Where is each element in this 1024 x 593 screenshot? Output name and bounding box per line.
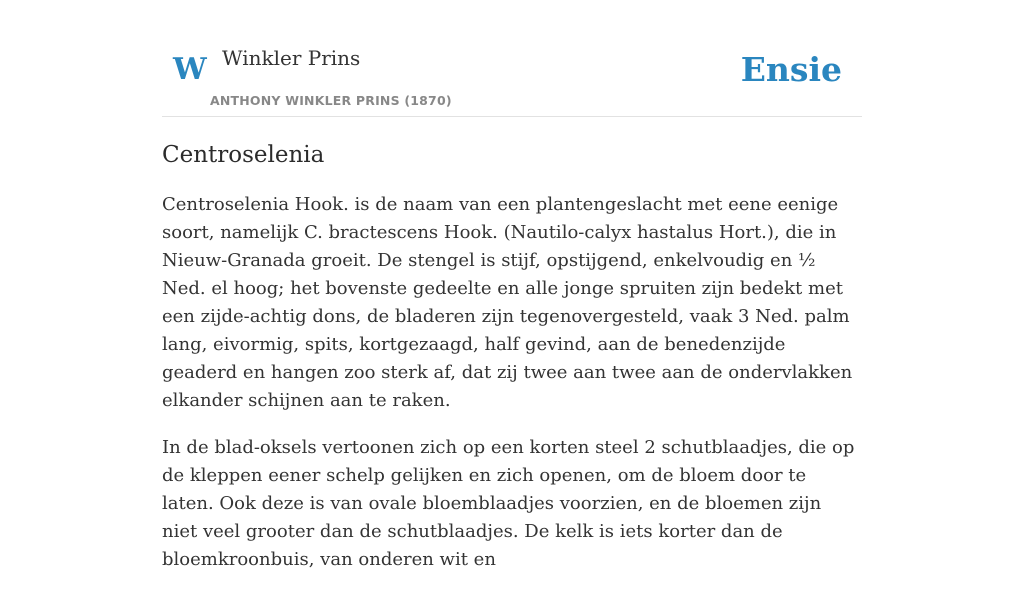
brand-logo[interactable]: Ensie [740, 50, 842, 89]
source-logo[interactable]: W [173, 52, 207, 87]
article-paragraph: Centroselenia Hook. is de naam van een plantengeslacht met eene eenige soort, namelijk C. bractescens Hook. (Nautilo-calyx hastalus Hort.), die in Nieuw-Granada groeit. De stengel is stijf, opstijgend, enkelvoudig en ½ Ned. el hoog; het bovenste gedeelte en alle jonge spruiten zijn bedekt met een zijde-achtig dons, de bladeren zijn tegenovergesteld, vaak 3 Ned. palm lang, eivormig, spits, kortgezaagd, half gevind, aan de benedenzijde geaderd en hangen zoo sterk af, dat zij twee aan twee aan de ondervlakken elkander schijnen aan te raken. [162, 194, 853, 411]
source-header [162, 0, 862, 117]
article-paragraph: In de blad-oksels vertoonen zich op een korten steel 2 schutblaadjes, die op de kleppen eener schelp gelijken en zich openen, om de bloem door te laten. Ook deze is van ovale bloemblaadjes voorzien, en de bloemen zijn niet veel grooter dan de schutblaadjes. De kelk is iets korter dan de bloemkroonbuis, van onderen wit en [162, 437, 855, 570]
article-title: Centroselenia [162, 142, 325, 168]
source-title[interactable]: Winkler Prins [222, 46, 361, 70]
source-subtitle: ANTHONY WINKLER PRINS (1870) [210, 93, 452, 108]
article [162, 138, 862, 593]
